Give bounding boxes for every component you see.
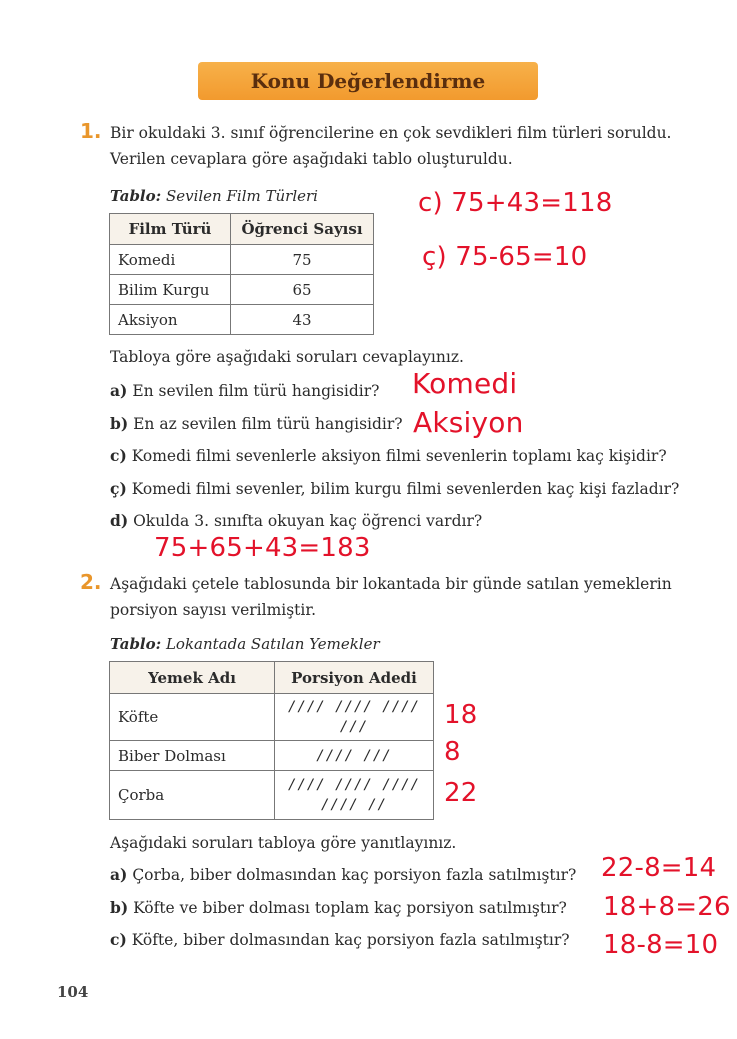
tally-table bbox=[109, 661, 434, 820]
question-1cc bbox=[110, 479, 679, 499]
tally-cell bbox=[275, 741, 434, 771]
table-2-caption bbox=[110, 635, 380, 653]
question-text: Komedi filmi sevenler, bilim kurgu filmi sevenlerden kaç kişi fazladır? bbox=[126, 480, 680, 498]
question-1d bbox=[110, 511, 482, 531]
question-label: c) bbox=[110, 930, 127, 949]
handwritten-count-kofte: 18 bbox=[444, 700, 478, 730]
table-row bbox=[110, 741, 434, 771]
table-row bbox=[110, 305, 374, 335]
question-label: a) bbox=[110, 865, 128, 884]
table-header-row bbox=[110, 662, 434, 694]
film-table bbox=[109, 213, 374, 335]
question-label: d) bbox=[110, 511, 129, 530]
question-label: a) bbox=[110, 381, 128, 400]
table-row bbox=[110, 771, 434, 820]
question-1-text-line1: Bir okuldaki 3. sınıf öğrencilerine en çok sevdikleri film türleri soruldu. bbox=[110, 124, 672, 142]
handwritten-count-dolma: 8 bbox=[444, 737, 461, 767]
film-type-cell: Bilim Kurgu bbox=[110, 275, 231, 305]
question-text: Köfte, biber dolmasından kaç porsiyon fazla satılmıştır? bbox=[126, 931, 570, 949]
question-label: c) bbox=[110, 446, 127, 465]
question-1c bbox=[110, 446, 667, 466]
question-2-number: 2. bbox=[80, 570, 102, 594]
film-type-cell: Komedi bbox=[110, 245, 231, 275]
table-row bbox=[110, 245, 374, 275]
table-2-caption-label: Tablo: bbox=[110, 635, 162, 653]
question-1-intro: Tabloya göre aşağıdaki soruları cevaplayınız. bbox=[110, 348, 464, 366]
tally-marks: /// bbox=[339, 719, 369, 735]
table-header-cell: Öğrenci Sayısı bbox=[231, 214, 374, 245]
question-2-text-line2: porsiyon sayısı verilmiştir. bbox=[110, 601, 317, 619]
student-count-cell: 65 bbox=[231, 275, 374, 305]
handwritten-answer-cc: ç) 75-65=10 bbox=[422, 242, 588, 272]
question-text: Köfte ve biber dolması toplam kaç porsiyon satılmıştır? bbox=[128, 899, 567, 917]
student-count-cell: 43 bbox=[231, 305, 374, 335]
handwritten-answer-2c: 18-8=10 bbox=[603, 930, 719, 960]
handwritten-answer-a: Komedi bbox=[412, 367, 518, 400]
tally-marks: //// //// //// bbox=[287, 699, 420, 715]
tally-marks: //// /// bbox=[316, 747, 392, 764]
table-1-caption-title: Sevilen Film Türleri bbox=[161, 187, 318, 205]
question-text: Çorba, biber dolmasından kaç porsiyon fazla satılmıştır? bbox=[127, 866, 577, 884]
table-header-cell: Porsiyon Adedi bbox=[275, 662, 434, 694]
question-2a bbox=[110, 865, 576, 885]
handwritten-count-corba: 22 bbox=[444, 778, 478, 808]
question-label: b) bbox=[110, 898, 129, 917]
food-name-cell: Köfte bbox=[110, 694, 275, 741]
question-label: ç) bbox=[110, 479, 127, 498]
table-row bbox=[110, 694, 434, 741]
table-1-caption bbox=[110, 187, 318, 205]
handwritten-answer-2a: 22-8=14 bbox=[601, 853, 717, 883]
question-1b bbox=[110, 414, 403, 434]
tally-marks: //// //// //// bbox=[287, 777, 420, 793]
question-text: Komedi filmi sevenlerle aksiyon filmi sevenlerin toplamı kaç kişidir? bbox=[126, 447, 667, 465]
table-row bbox=[110, 275, 374, 305]
table-2-caption-title: Lokantada Satılan Yemekler bbox=[161, 635, 380, 653]
question-2-text-line1: Aşağıdaki çetele tablosunda bir lokantada bir günde satılan yemeklerin bbox=[110, 575, 672, 593]
table-header-row bbox=[110, 214, 374, 245]
handwritten-answer-b: Aksiyon bbox=[413, 406, 524, 439]
question-text: En sevilen film türü hangisidir? bbox=[127, 382, 380, 400]
question-label: b) bbox=[110, 414, 129, 433]
tally-cell bbox=[275, 694, 434, 741]
question-2b bbox=[110, 898, 567, 918]
question-1a bbox=[110, 381, 379, 401]
food-name-cell: Çorba bbox=[110, 771, 275, 820]
student-count-cell: 75 bbox=[231, 245, 374, 275]
question-2c bbox=[110, 930, 570, 950]
tally-marks: //// // bbox=[320, 797, 387, 813]
food-name-cell: Biber Dolması bbox=[110, 741, 275, 771]
question-text: Okulda 3. sınıfta okuyan kaç öğrenci vardır? bbox=[128, 512, 483, 530]
table-1-caption-label: Tablo: bbox=[110, 187, 162, 205]
table-header-cell: Film Türü bbox=[110, 214, 231, 245]
table-header-cell: Yemek Adı bbox=[110, 662, 275, 694]
handwritten-answer-c: c) 75+43=118 bbox=[418, 188, 613, 218]
question-2-intro: Aşağıdaki soruları tabloya göre yanıtlayınız. bbox=[110, 834, 457, 852]
film-type-cell: Aksiyon bbox=[110, 305, 231, 335]
handwritten-answer-2b: 18+8=26 bbox=[603, 892, 731, 922]
section-title-text: Konu Değerlendirme bbox=[250, 69, 486, 93]
question-1-number: 1. bbox=[80, 119, 102, 143]
page-number: 104 bbox=[57, 983, 89, 1001]
question-text: En az sevilen film türü hangisidir? bbox=[128, 415, 403, 433]
tally-cell bbox=[275, 771, 434, 820]
handwritten-answer-d: 75+65+43=183 bbox=[154, 533, 371, 563]
section-title bbox=[198, 62, 538, 100]
question-1-text-line2: Verilen cevaplara göre aşağıdaki tablo oluşturuldu. bbox=[110, 150, 513, 168]
